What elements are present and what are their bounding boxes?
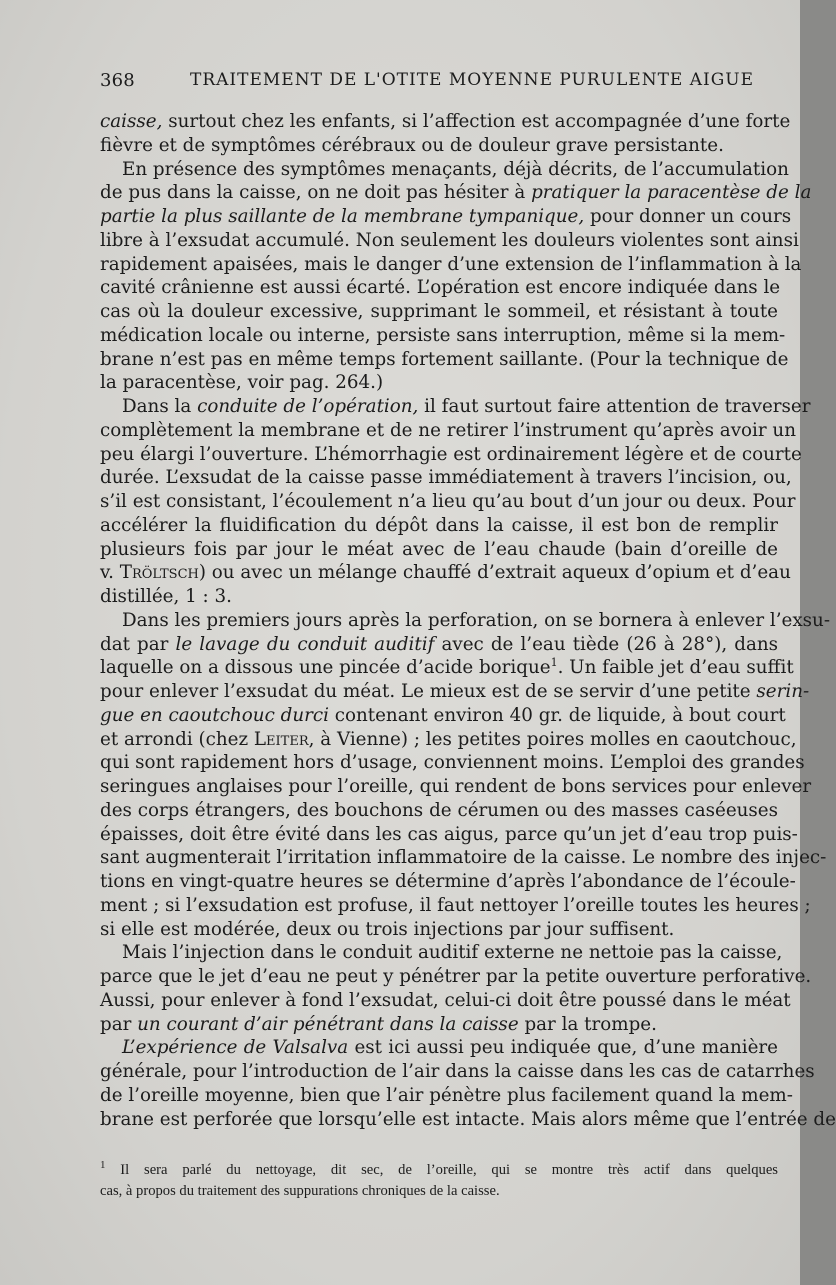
footnote-marker: 1 bbox=[100, 1159, 106, 1172]
text-span: la paracentèse, voir pag. 264.) bbox=[100, 372, 384, 394]
italic-span: partie la plus saillante de la membrane tympanique, bbox=[100, 206, 585, 227]
italic-span: conduite de l’opération, bbox=[197, 396, 419, 417]
text-line bbox=[100, 656, 794, 680]
text-line bbox=[100, 561, 791, 585]
text-line bbox=[100, 300, 778, 324]
text-line bbox=[100, 870, 796, 894]
text-span: médication locale ou interne, persiste sans interruption, même si la mem- bbox=[100, 324, 786, 346]
text-line bbox=[100, 348, 789, 372]
text-line bbox=[100, 490, 796, 514]
text-span: v. bbox=[100, 562, 120, 584]
text-span: durée. L’exsudat de la caisse passe immédiatement à travers l’incision, ou, bbox=[100, 467, 792, 489]
text-span: . Un faible jet d’eau suffit bbox=[557, 657, 794, 679]
small-caps-name: Tröltsch bbox=[119, 562, 199, 584]
paragraph bbox=[100, 1036, 836, 1131]
text-span: Il sera parlé du nettoyage, dit sec, de l’oreille, qui se montre très actif dans quelques bbox=[105, 1162, 778, 1178]
text-span: cas, à propos du traitement des suppurations chroniques de la caisse. bbox=[100, 1183, 500, 1199]
body-text bbox=[100, 110, 836, 1131]
text-span: ) ou avec un mélange chauffé d’extrait aqueux d’opium et d’eau bbox=[198, 562, 791, 584]
text-line bbox=[100, 751, 805, 775]
text-line bbox=[100, 1108, 836, 1132]
text-line bbox=[100, 918, 778, 942]
text-line bbox=[100, 941, 783, 965]
italic-span: pratiquer la paracentèse de la bbox=[531, 182, 812, 204]
text-line bbox=[100, 134, 778, 158]
text-span: seringues anglaises pour l’oreille, qui rendent de bons services pour enlever bbox=[100, 776, 812, 797]
text-span: épaisses, doit être évité dans les cas aigus, parce qu’un jet d’eau trop puis- bbox=[100, 823, 798, 845]
text-span: rapidement apaisées, mais le danger d’une extension de l’inflammation à la bbox=[100, 253, 802, 275]
text-span: brane est perforée que lorsqu’elle est intacte. Mais alors même que l’entrée de bbox=[100, 1108, 836, 1130]
text-span: Mais l’injection dans le conduit auditif externe ne nettoie pas la caisse, bbox=[122, 942, 783, 964]
text-line bbox=[100, 609, 831, 633]
text-span: peu élargi l’ouverture. L’hémorrhagie est ordinairement légère et de courte bbox=[100, 443, 802, 465]
italic-span: un courant d’air pénétrant dans la caisse bbox=[137, 1013, 519, 1035]
text-span: brane n’est pas en même temps fortement saillante. (Pour la technique de bbox=[100, 348, 789, 370]
text-span: il faut surtout faire attention de traverser bbox=[418, 396, 811, 417]
text-span: cavité crânienne est aussi écarté. L’opération est encore indiquée dans le bbox=[100, 277, 781, 299]
footnote-marker: 1 bbox=[550, 656, 558, 670]
text-line bbox=[100, 419, 796, 443]
text-span: complètement la membrane et de ne retirer l’instrument qu’après avoir un bbox=[100, 419, 796, 441]
text-line bbox=[100, 371, 778, 395]
italic-span: le lavage du conduit auditif bbox=[175, 633, 435, 655]
text-span: s’il est consistant, l’écoulement n’a lieu qu’au bout d’un jour ou deux. Pour bbox=[100, 491, 796, 512]
text-span: des corps étrangers, des bouchons de cérumen ou des masses caséeuses bbox=[100, 799, 778, 821]
text-line bbox=[100, 799, 778, 823]
text-line bbox=[100, 680, 810, 704]
text-span: surtout chez les enfants, si l’affection est accompagnée d’une forte bbox=[162, 111, 791, 132]
italic-span: L’expérience de Valsalva bbox=[122, 1037, 349, 1059]
text-span: fièvre et de symptômes cérébraux ou de douleur grave persistante. bbox=[100, 134, 724, 156]
text-span: pour enlever l’exsudat du méat. Le mieux est de se servir d’une petite bbox=[100, 681, 757, 702]
text-span: dat par bbox=[100, 633, 176, 655]
text-line bbox=[100, 158, 789, 182]
text-span: ment ; si l’exsudation est profuse, il faut nettoyer l’oreille toutes les heures ; bbox=[100, 894, 811, 916]
text-line bbox=[100, 276, 781, 300]
text-line bbox=[100, 728, 797, 752]
text-span: libre à l’exsudat accumulé. Non seulement les douleurs violentes sont ainsi bbox=[100, 229, 799, 251]
text-line bbox=[100, 466, 792, 490]
text-line bbox=[100, 1160, 778, 1181]
page-header bbox=[100, 70, 780, 96]
text-span: avec de l’eau tiède (26 à 28°), dans bbox=[434, 633, 778, 655]
paragraph bbox=[100, 941, 812, 1036]
text-span: tions en vingt-quatre heures se détermine d’après l’abondance de l’écoule- bbox=[100, 871, 796, 892]
footnote bbox=[100, 1160, 778, 1202]
text-span: et arrondi (chez bbox=[100, 728, 254, 750]
text-line bbox=[100, 989, 791, 1013]
text-line bbox=[100, 443, 802, 467]
text-span: accélérer la fluidification du dépôt dans la caisse, il est bon de remplir bbox=[100, 514, 778, 536]
text-line bbox=[100, 823, 798, 847]
text-line bbox=[100, 1036, 778, 1060]
text-line bbox=[100, 110, 791, 134]
text-line bbox=[100, 704, 786, 728]
text-span: qui sont rapidement hors d’usage, conviennent moins. L’emploi des grandes bbox=[100, 752, 805, 774]
italic-span: serin- bbox=[756, 681, 810, 702]
small-caps-name: Leiter bbox=[253, 728, 309, 750]
text-span: plusieurs fois par jour le méat avec de l’eau chaude (bain d’oreille de bbox=[100, 538, 778, 560]
text-span: de l’oreille moyenne, bien que l’air pénètre plus facilement quand la mem- bbox=[100, 1084, 793, 1106]
text-line bbox=[100, 1084, 793, 1108]
text-span: cas où la douleur excessive, supprimant le sommeil, et résistant à toute bbox=[100, 301, 778, 322]
text-line bbox=[100, 229, 799, 253]
text-span: contenant environ 40 gr. de liquide, à bout court bbox=[328, 704, 786, 726]
text-line bbox=[100, 324, 786, 348]
paragraph bbox=[100, 395, 811, 609]
text-span: Dans les premiers jours après la perforation, on se bornera à enlever l’exsu- bbox=[122, 609, 831, 631]
text-line bbox=[100, 965, 812, 989]
text-line bbox=[100, 775, 812, 799]
text-line bbox=[100, 1060, 815, 1084]
text-line bbox=[100, 514, 778, 538]
text-span: Dans la bbox=[122, 396, 198, 417]
text-line bbox=[100, 894, 811, 918]
italic-span: caisse, bbox=[100, 111, 163, 132]
text-span: En présence des symptômes menaçants, déjà décrits, de l’accumulation bbox=[122, 158, 789, 180]
text-span: parce que le jet d’eau ne peut y pénétrer par la petite ouverture perforative. bbox=[100, 966, 812, 987]
text-line bbox=[100, 181, 812, 205]
text-line bbox=[100, 253, 802, 277]
text-span: si elle est modérée, deux ou trois injections par jour suffisent. bbox=[100, 918, 675, 940]
text-line bbox=[100, 205, 792, 229]
text-span: par bbox=[100, 1013, 138, 1035]
text-span: sant augmenterait l’irritation inflammatoire de la caisse. Le nombre des injec- bbox=[100, 847, 827, 869]
italic-span: gue en caoutchouc durci bbox=[100, 704, 329, 726]
text-span: générale, pour l’introduction de l’air dans la caisse dans les cas de catarrhes bbox=[100, 1061, 815, 1082]
text-line bbox=[100, 633, 778, 657]
text-span: laquelle on a dissous une pincée d’acide borique bbox=[100, 657, 551, 679]
text-span: pour donner un cours bbox=[584, 206, 792, 227]
text-span: distillée, 1 : 3. bbox=[100, 586, 232, 607]
text-line bbox=[100, 395, 811, 419]
text-span: Aussi, pour enlever à fond l’exsudat, celui-ci doit être poussé dans le méat bbox=[100, 989, 791, 1011]
text-span: est ici aussi peu indiquée que, d’une manière bbox=[348, 1037, 778, 1059]
text-span: de pus dans la caisse, on ne doit pas hésiter à bbox=[100, 182, 532, 204]
text-span: , à Vienne) ; les petites poires molles en caoutchouc, bbox=[308, 728, 797, 750]
text-line bbox=[100, 585, 778, 609]
paragraph bbox=[100, 158, 812, 396]
text-line bbox=[100, 538, 778, 562]
paragraph bbox=[100, 110, 791, 158]
text-line bbox=[100, 846, 827, 870]
page-number: 368 bbox=[100, 70, 135, 91]
text-span: par la trompe. bbox=[518, 1013, 657, 1035]
paragraph bbox=[100, 609, 831, 942]
running-title: TRAITEMENT DE L'OTITE MOYENNE PURULENTE AIGUE bbox=[190, 70, 755, 90]
text-line bbox=[100, 1181, 778, 1202]
text-line bbox=[100, 1013, 778, 1037]
